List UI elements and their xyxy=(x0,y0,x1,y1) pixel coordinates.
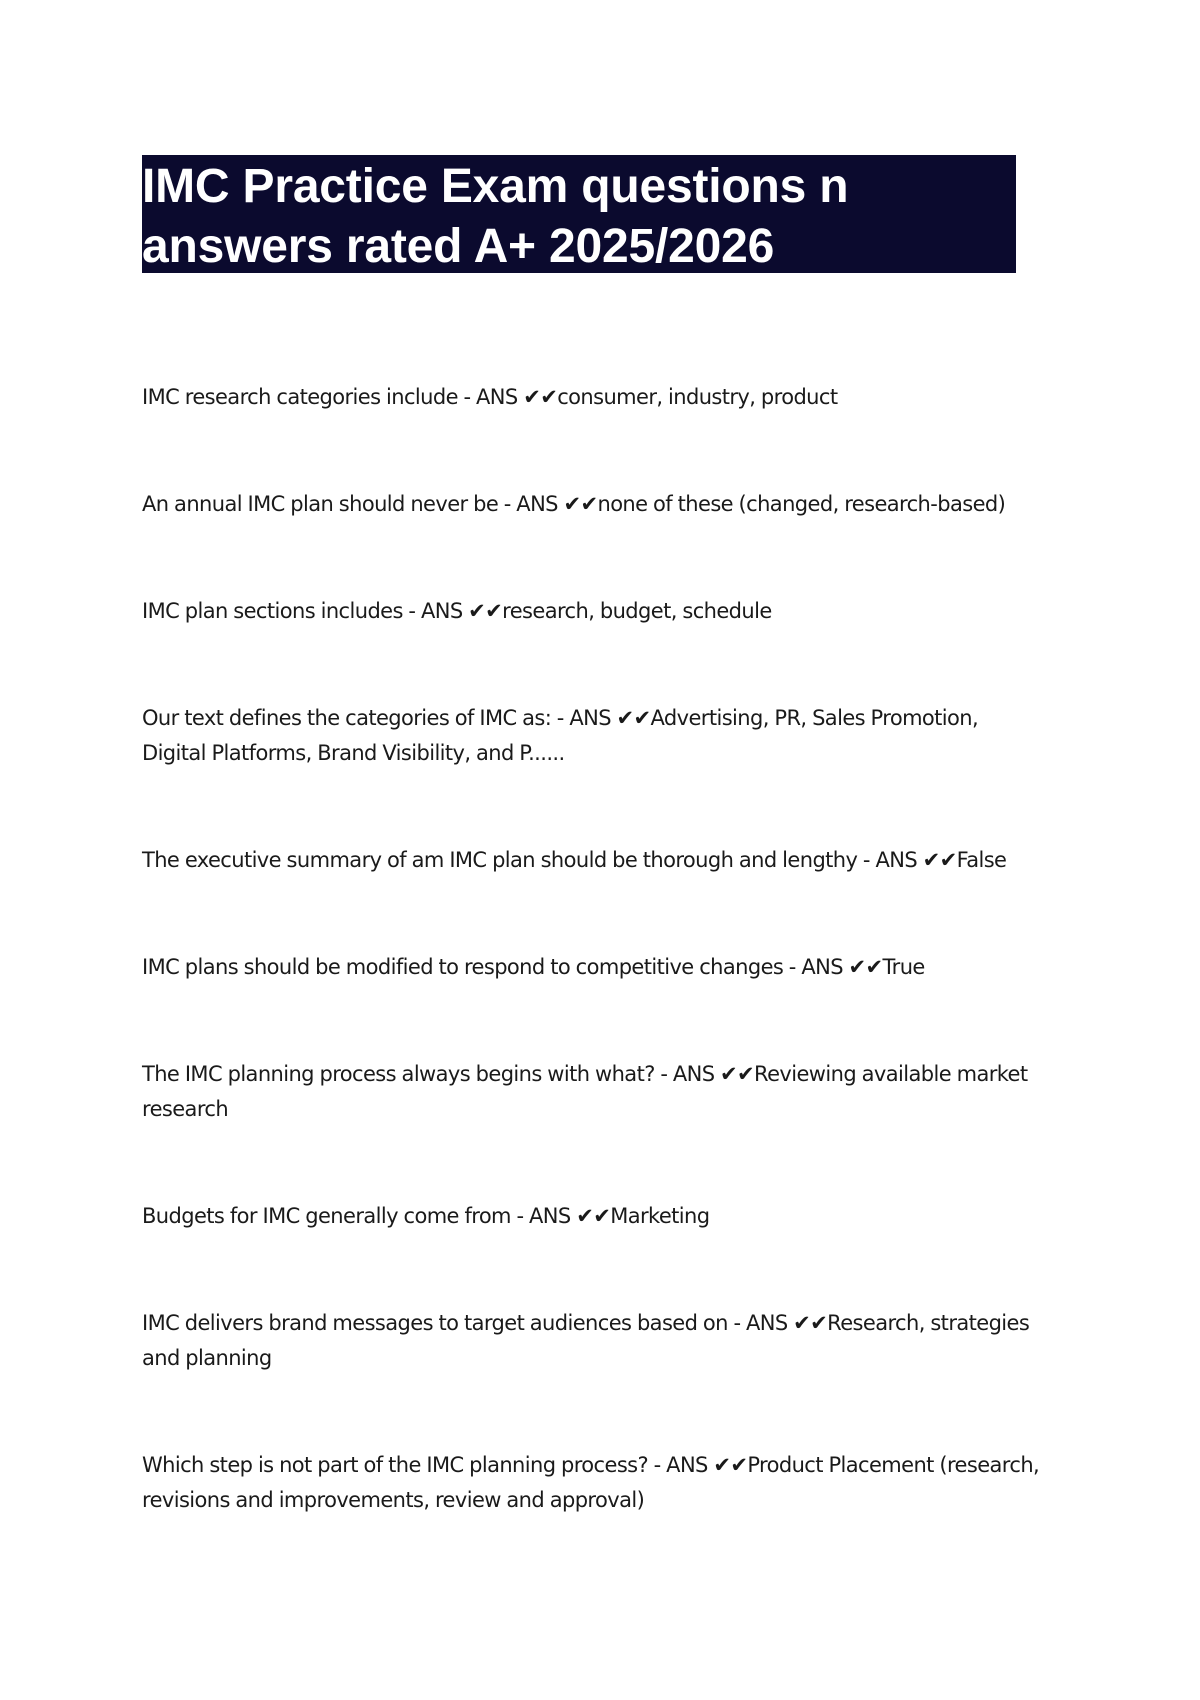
qa-item xyxy=(142,950,1042,985)
qa-item xyxy=(142,843,1042,878)
qa-item xyxy=(142,487,1042,522)
qa-item xyxy=(142,380,1042,415)
page-title: IMC Practice Exam questions n answers rated A+ 2025/2026 xyxy=(142,160,849,273)
qa-item xyxy=(142,1306,1042,1376)
qa-item xyxy=(142,1057,1042,1127)
qa-list xyxy=(142,380,1045,1518)
qa-item-text: IMC delivers brand messages to target audiences based on - ANS ✔✔Research, strategies and planning xyxy=(142,1311,1035,1370)
qa-item xyxy=(142,701,1042,771)
qa-item-text: IMC plan sections includes - ANS ✔✔research, budget, schedule xyxy=(142,599,772,623)
qa-item-text: Which step is not part of the IMC planning process? - ANS ✔✔Product Placement (research, revisions and improvements, review and approval) xyxy=(142,1453,1045,1512)
qa-item-text: The executive summary of am IMC plan should be thorough and lengthy - ANS ✔✔False xyxy=(142,848,1007,872)
qa-item xyxy=(142,594,1042,629)
qa-item-text: An annual IMC plan should never be - ANS ✔✔none of these (changed, research-based) xyxy=(142,492,1006,516)
qa-item-text: IMC plans should be modified to respond to competitive changes - ANS ✔✔True xyxy=(142,955,925,979)
title-banner xyxy=(142,155,1016,273)
qa-item xyxy=(142,1199,1042,1234)
qa-item-text: IMC research categories include - ANS ✔✔consumer, industry, product xyxy=(142,385,838,409)
qa-item-text: Our text defines the categories of IMC as: - ANS ✔✔Advertising, PR, Sales Promotion, Digital Platforms, Brand Visibility, and P...... xyxy=(142,706,984,765)
qa-item xyxy=(142,1448,1045,1518)
qa-item-text: The IMC planning process always begins with what? - ANS ✔✔Reviewing available market research xyxy=(142,1062,1034,1121)
qa-item-text: Budgets for IMC generally come from - ANS ✔✔Marketing xyxy=(142,1204,710,1228)
